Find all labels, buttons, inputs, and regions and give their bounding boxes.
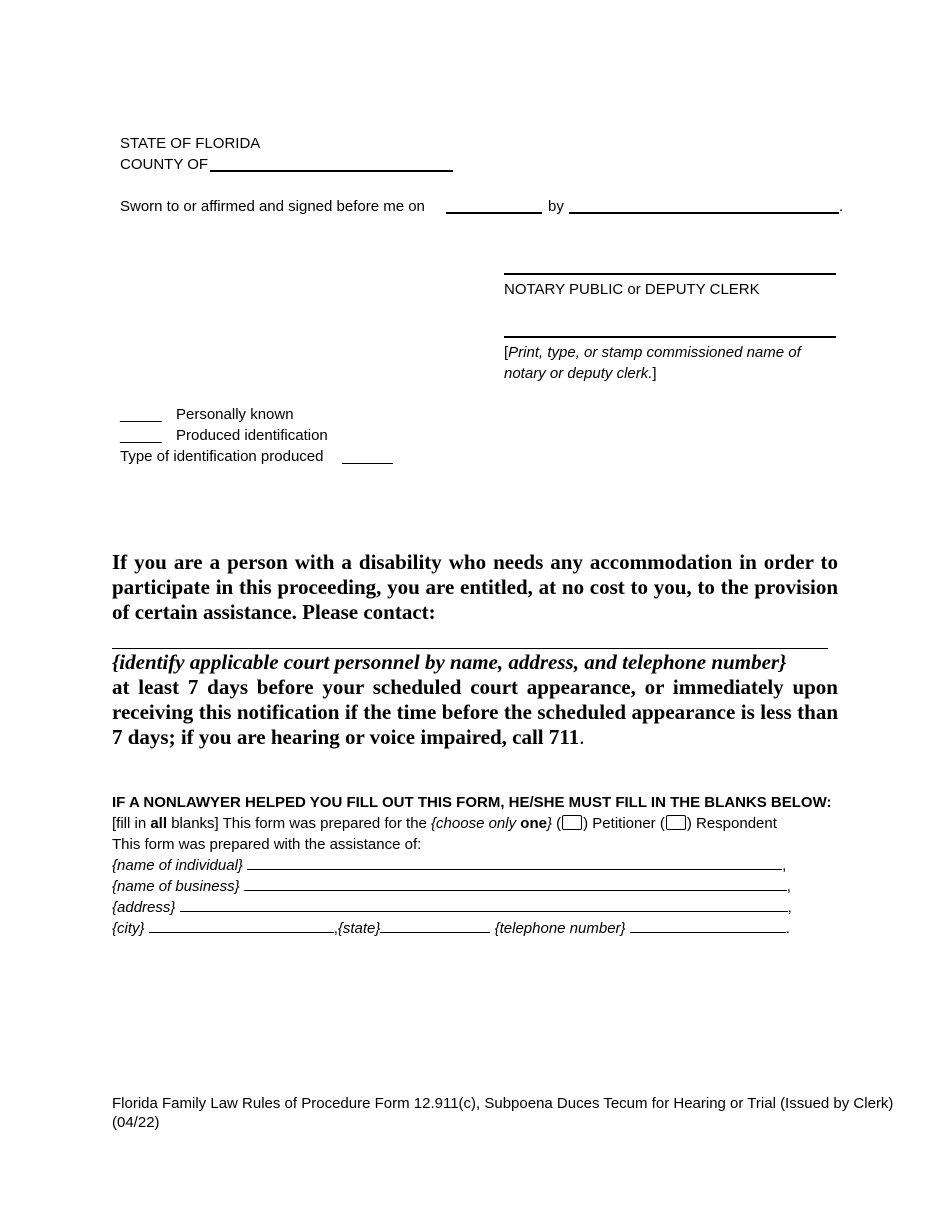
ada-notice-paragraph: If you are a person with a disability who needs any accommodation in order to participate in this proceeding, you are entitled, at no cost to you, to the provision of certain assistance. Please contact: [112,550,838,624]
city-state-phone-row: {city} ,{state} {telephone number} . [112,920,790,937]
blank-produced-id[interactable]: _____ [120,427,162,444]
petitioner-label: ) Petitioner [583,815,660,832]
ada-contact-line[interactable] [112,648,828,649]
signer-blank[interactable] [569,212,839,214]
produced-id-label: Produced identification [176,427,328,444]
city-blank[interactable] [149,918,334,933]
state-label: STATE OF FLORIDA [120,135,261,152]
telephone-blank[interactable] [630,918,786,933]
date-blank[interactable] [446,212,542,214]
footer-date: (04/22) [112,1114,160,1131]
ada-identify-instruction: {identify applicable court personnel by name, address, and telephone number} [112,650,787,674]
petitioner-checkbox[interactable] [562,815,582,830]
respondent-checkbox[interactable] [666,815,686,830]
id-type-blank[interactable] [342,463,393,464]
prepared-for-line: [fill in all blanks] This form was prepared for the {choose only one} ( ) Petitioner ( ) Respondent [112,815,777,832]
blank-personally-known[interactable]: _____ [120,406,162,423]
address-row: {address} , [112,899,792,916]
name-individual-blank[interactable] [247,855,782,870]
respondent-label: ) Respondent [686,815,777,832]
footer-form-title: Florida Family Law Rules of Procedure Form 12.911(c), Subpoena Duces Tecum for Hearing or Trial (Issued by Clerk) [112,1095,894,1112]
personally-known-label: Personally known [176,406,294,423]
notary-signature-line[interactable] [504,273,836,275]
notary-title: NOTARY PUBLIC or DEPUTY CLERK [504,281,760,298]
name-individual-row: {name of individual} , [112,857,787,874]
notary-print-instruction: [Print, type, or stamp commissioned name of notary or deputy clerk.] [504,344,801,382]
county-blank[interactable] [210,170,453,172]
name-business-row: {name of business} , [112,878,791,895]
notary-name-line[interactable] [504,336,836,338]
sworn-text: Sworn to or affirmed and signed before me on [120,198,425,215]
assistance-label: This form was prepared with the assistance of: [112,836,422,853]
county-label: COUNTY OF [120,156,209,173]
ada-notice-deadline: at least 7 days before your scheduled court appearance, or immediately upon receiving this notification if the time before the scheduled appearance is less than 7 days; if you are hearing or voice impaired, call 711. [112,675,838,749]
sworn-period: . [839,198,844,215]
name-business-blank[interactable] [244,876,787,891]
state-blank[interactable] [380,918,490,933]
by-label: by [548,198,564,215]
id-type-label: Type of identification produced [120,448,324,465]
address-blank[interactable] [180,897,788,912]
nonlawyer-heading: IF A NONLAWYER HELPED YOU FILL OUT THIS FORM, HE/SHE MUST FILL IN THE BLANKS BELOW: [112,794,832,811]
